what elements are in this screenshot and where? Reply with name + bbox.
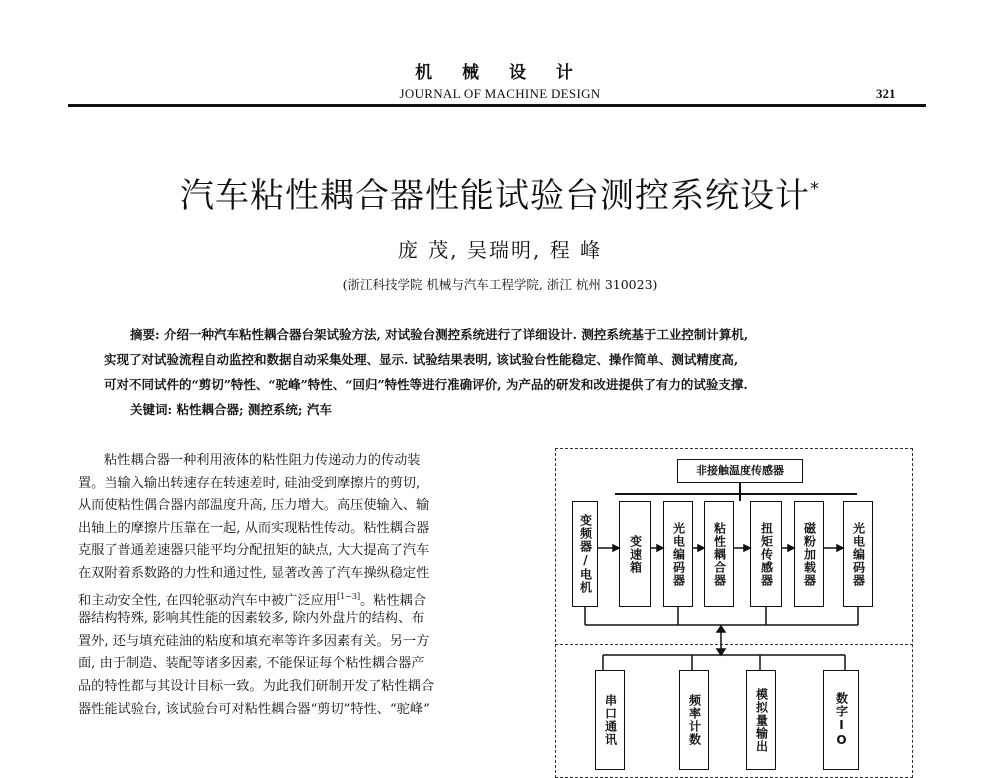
abstract bbox=[104, 322, 914, 397]
body-line-tail: 。粘性耦合 bbox=[360, 592, 427, 608]
journal-name-en: JOURNAL OF MACHINE DESIGN bbox=[399, 86, 601, 101]
abstract-line: 实现了对试验流程自动监控和数据自动采集处理、显示. 试验结果表明, 该试验台性能稳定、操作简单、测试精度高, bbox=[104, 352, 739, 367]
body-line: 出轴上的摩擦片压靠在一起, 从而实现粘性传动。粘性耦合器 bbox=[78, 520, 430, 536]
body-line: 粘性耦合器一种利用液体的粘性阻力传递动力的传动装 bbox=[104, 453, 421, 468]
encoder-block-right: 光电编码器 bbox=[843, 501, 873, 607]
journal-name-cn: 机 械 设 计 bbox=[415, 63, 585, 83]
keywords: 关键词: 粘性耦合器; 测控系统; 汽车 bbox=[130, 402, 332, 417]
authors: 庞 茂, 吴瑞明, 程 峰 bbox=[397, 238, 603, 262]
body-line: 器性能试验台, 该试验台可对粘性耦合器“剪切”特性、“驼峰” bbox=[78, 701, 430, 717]
body-line-with-citation bbox=[78, 586, 486, 609]
body-line: 器结构特殊, 影响其性能的因素较多, 除内外盘片的结构、布 bbox=[78, 611, 425, 627]
body-line: 品的特性都与其设计目标一致。为此我们研制开发了粘性耦合 bbox=[78, 678, 435, 694]
abstract-line: 摘要: 介绍一种汽车粘性耦合器台架试验方法, 对试验台测控系统进行了详细设计. 测控系统基于工业控制计算机, bbox=[130, 327, 749, 342]
page-number: 321 bbox=[876, 86, 896, 101]
analog-output-block: 模拟量输出 bbox=[746, 670, 776, 770]
encoder-block-left: 光电编码器 bbox=[663, 501, 693, 607]
title-footnote-mark: * bbox=[810, 178, 820, 200]
body-line: 克服了普通差速器只能平均分配扭矩的缺点, 大大提高了汽车 bbox=[78, 543, 430, 559]
title-text: 汽车粘性耦合器性能试验台测控系统设计 bbox=[180, 176, 810, 216]
viscous-coupling-block: 粘性耦合器 bbox=[704, 501, 734, 607]
header-rule bbox=[68, 104, 926, 107]
body-text bbox=[78, 450, 486, 721]
temperature-sensor-block: 非接触温度传感器 bbox=[677, 459, 803, 483]
torque-sensor-block: 扭矩传感器 bbox=[750, 501, 782, 607]
citation: [1~3] bbox=[336, 591, 361, 601]
body-line: 从而使粘性偶合器内部温度升高, 压力增大。高压使输入、输 bbox=[78, 498, 430, 514]
body-line: 面, 由于制造、装配等诸多因素, 不能保证每个粘性耦合器产 bbox=[78, 656, 425, 672]
frequency-count-block: 频率计数 bbox=[679, 670, 709, 770]
affiliation: (浙江科技学院 机械与汽车工程学院, 浙江 杭州 310023) bbox=[342, 277, 658, 292]
body-line: 置外, 还与填充硅油的粘度和填充率等许多因素有关。另一方 bbox=[78, 633, 430, 649]
article-title bbox=[0, 168, 1000, 217]
body-line: 在双附着系数路的力性和通过性, 显著改善了汽车操纵稳定性 bbox=[78, 565, 430, 581]
body-line: 置。当输入输出转速存在转速差时, 硅油受到摩擦片的剪切, bbox=[78, 475, 421, 491]
system-block-diagram bbox=[555, 448, 915, 760]
digital-io-block: 数字IO bbox=[823, 670, 859, 770]
inverter-motor-block: 变频器/电机 bbox=[572, 501, 598, 607]
powder-brake-block: 磁粉加载器 bbox=[794, 501, 824, 607]
gearbox-block: 变速箱 bbox=[619, 501, 651, 607]
body-line-text: 和主动安全性, 在四轮驱动汽车中被广泛应用 bbox=[78, 592, 337, 608]
serial-comm-block: 串口通讯 bbox=[595, 670, 625, 770]
abstract-line: 可对不同试件的“剪切”特性、“驼峰”特性、“回归”特性等进行准确评价, 为产品的研发和改进提供了有力的试验支撑. bbox=[104, 377, 748, 392]
